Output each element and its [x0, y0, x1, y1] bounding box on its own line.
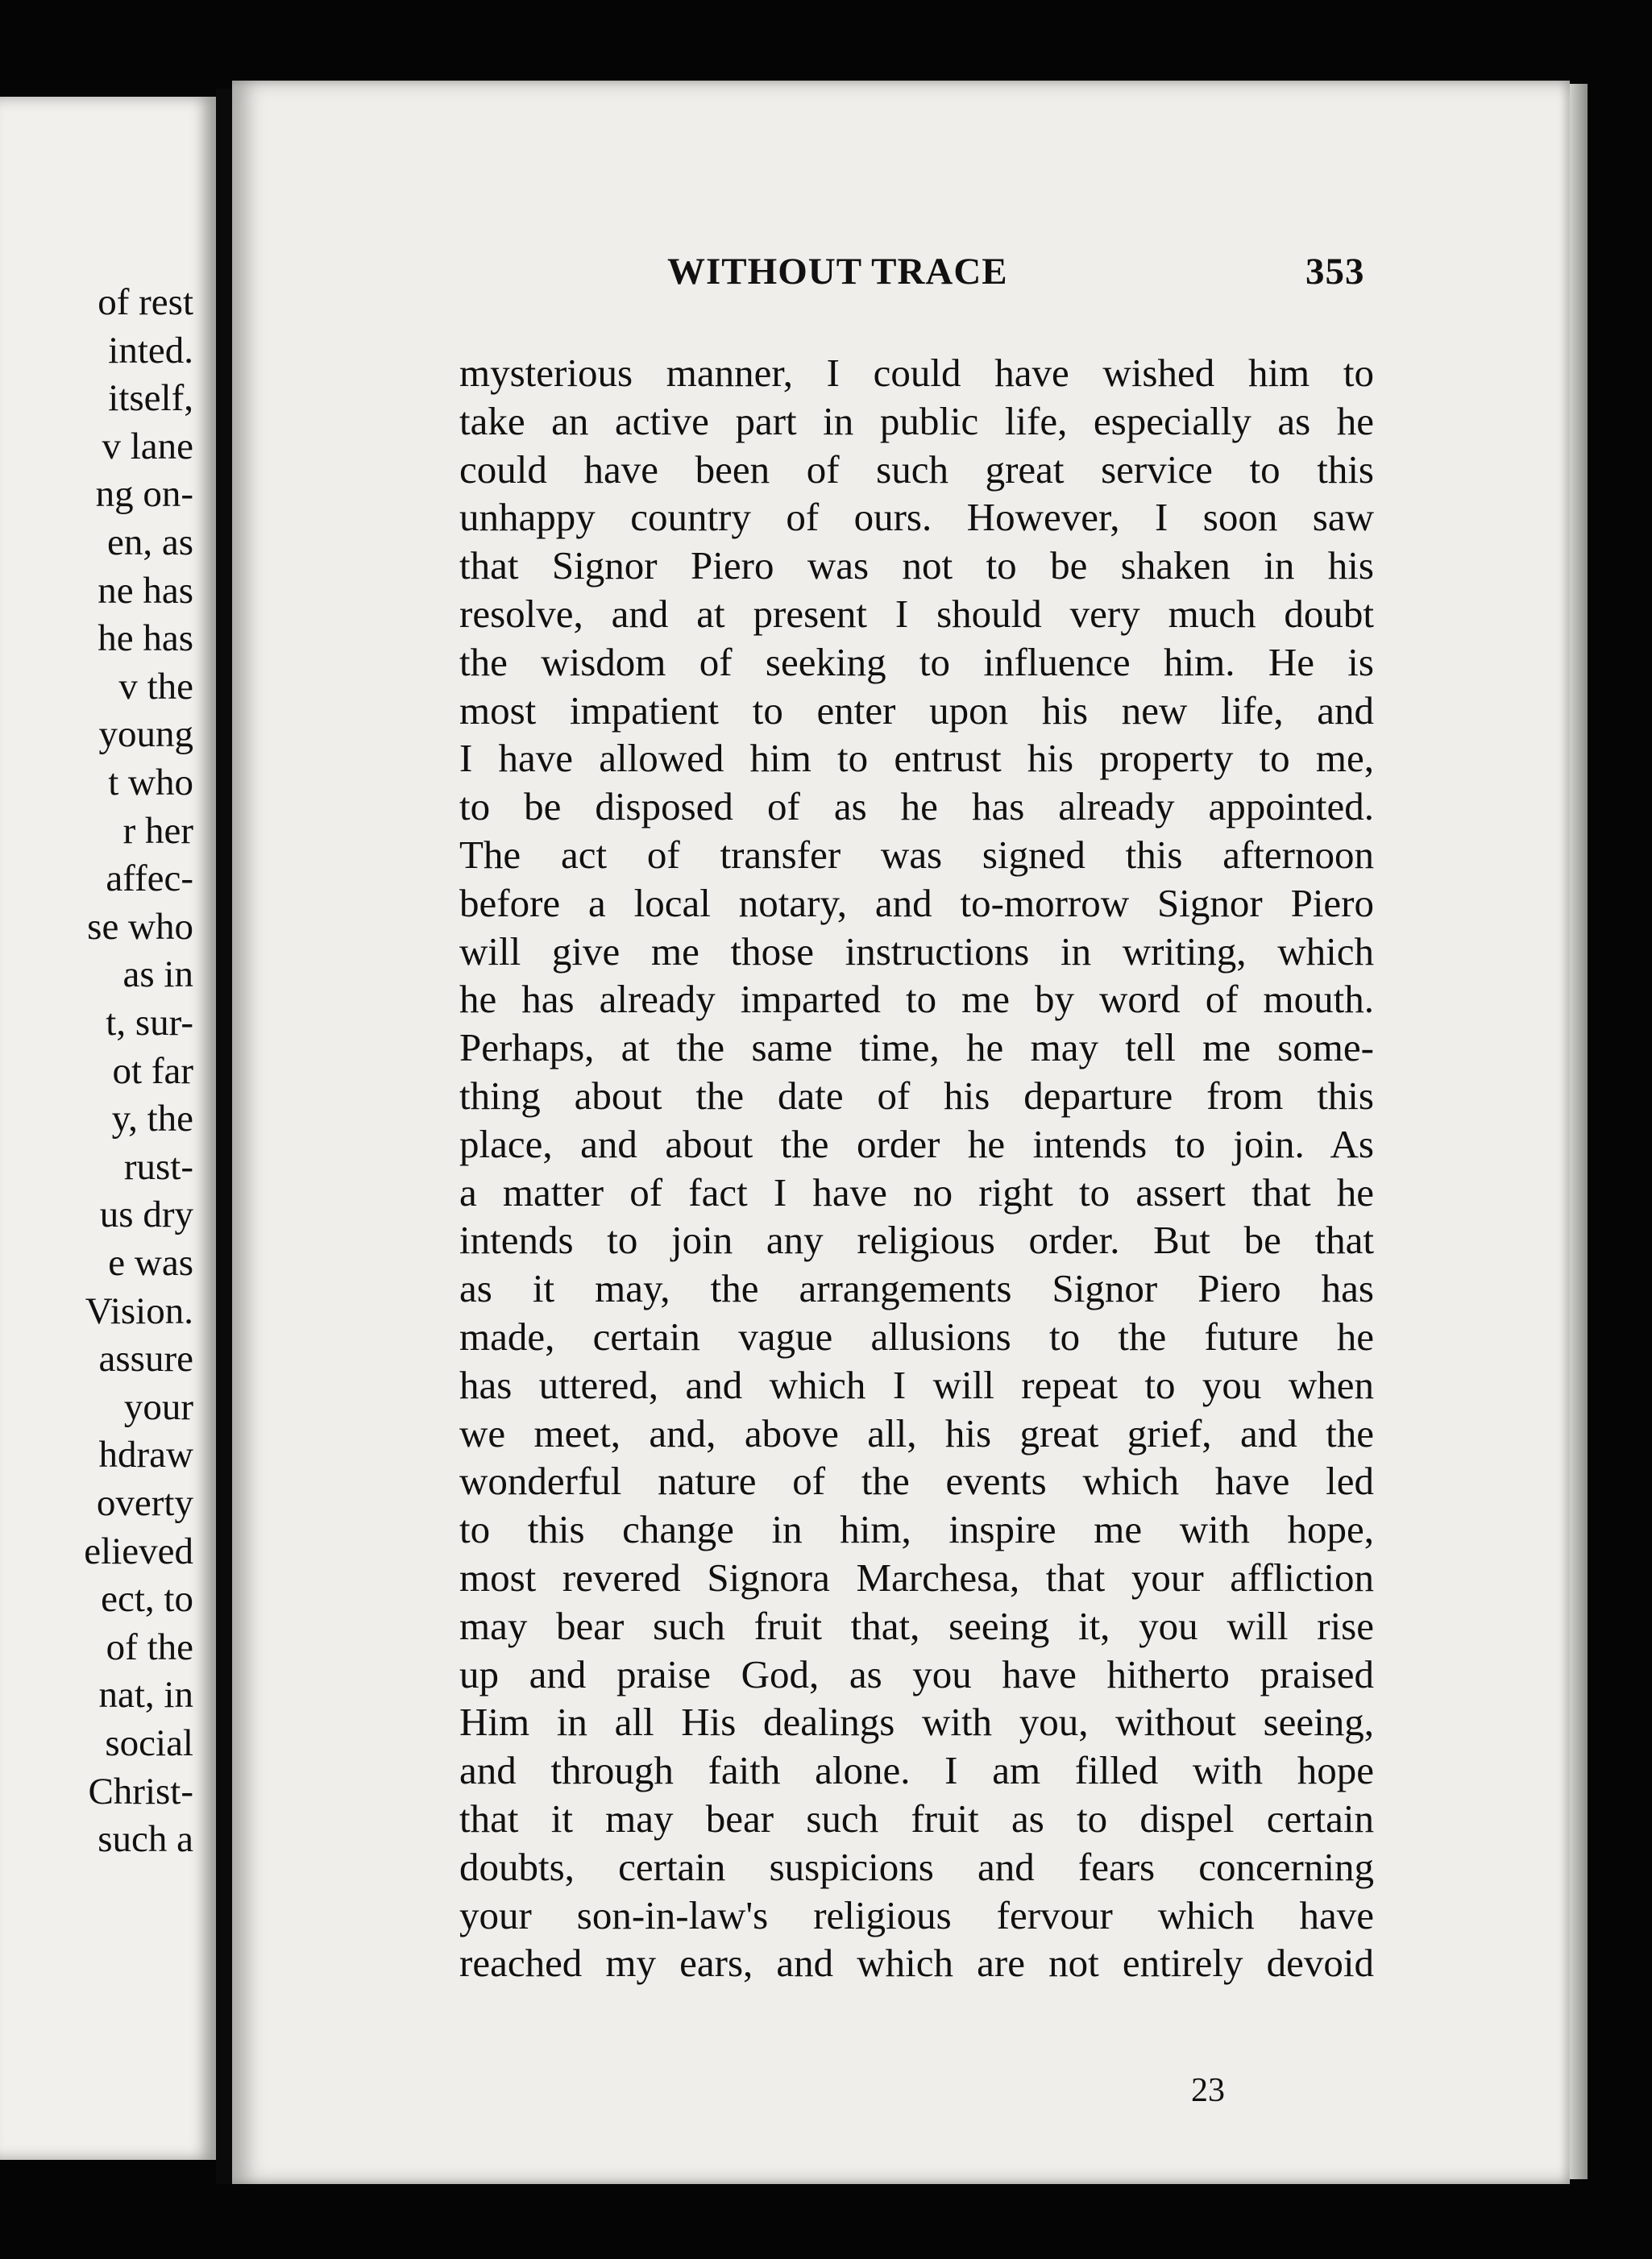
body-text-line: as it may, the arrangements Signor Piero has [459, 1266, 1374, 1311]
left-page-fragment [0, 97, 218, 2160]
left-page-line: rust- [123, 1145, 193, 1188]
body-text-line: the wisdom of seeking to influence him. He is [459, 639, 1374, 684]
left-page-line: of the [106, 1626, 193, 1668]
body-text-line: a matter of fact I have no right to assert that he [459, 1169, 1374, 1215]
left-page-line: inted. [108, 329, 193, 372]
left-page-line: ect, to [101, 1578, 193, 1621]
left-page-line: young [98, 713, 193, 756]
page-number: 353 [1305, 251, 1365, 293]
left-page-line: v the [118, 665, 193, 708]
left-page-line: your [123, 1385, 193, 1428]
left-page-line: v lane [102, 425, 193, 467]
body-text-line: to be disposed of as he has already appointed. [459, 784, 1374, 829]
left-page-line: such a [98, 1818, 193, 1861]
left-page-line: y, the [111, 1098, 193, 1140]
left-page-line: social [105, 1722, 193, 1764]
left-page-line: overty [96, 1482, 193, 1524]
body-text-line: wonderful nature of the events which have led [459, 1459, 1374, 1504]
left-page-line: as in [122, 953, 193, 996]
left-page-line: elieved [84, 1530, 193, 1572]
left-page-line: r her [122, 809, 193, 852]
body-text-line: The act of transfer was signed this afternoon [459, 832, 1374, 877]
body-text-line: mysterious manner, I could have wished him to [459, 351, 1374, 395]
left-page-line: se who [87, 905, 193, 948]
body-text-line: doubts, certain suspicions and fears concerning [459, 1844, 1374, 1889]
left-page-line: Vision. [85, 1289, 193, 1332]
left-page-line: e was [108, 1242, 193, 1284]
body-text-line: we meet, and, above all, his great grief, and the [459, 1410, 1374, 1455]
left-page-line: Christ- [88, 1770, 193, 1813]
body-text-line: has uttered, and which I will repeat to you when [459, 1362, 1374, 1407]
body-text-line: Him in all His dealings with you, without seeing, [459, 1700, 1374, 1745]
left-page-line: affec- [106, 858, 193, 900]
left-page-line: ot far [112, 1049, 193, 1092]
body-text-line: that it may bear such fruit as to dispel certain [459, 1796, 1374, 1841]
body-text-line: that Signor Piero was not to be shaken in his [459, 543, 1374, 588]
left-page-line: he has [98, 617, 193, 660]
body-text-line: made, certain vague allusions to the future he [459, 1314, 1374, 1359]
body-text-line: Perhaps, at the same time, he may tell me some- [459, 1025, 1374, 1070]
body-text-line: take an active part in public life, especially as he [459, 398, 1374, 443]
body-text-line: I have allowed him to entrust his property to me, [459, 736, 1374, 781]
page-edge [1570, 84, 1588, 2179]
left-page-line: t who [108, 762, 193, 804]
body-text-line: up and praise God, as you have hitherto praised [459, 1651, 1374, 1696]
body-text-line: will give me those instructions in writing, which [459, 928, 1374, 974]
body-text [459, 349, 1374, 1987]
body-text-line: intends to join any religious order. But be that [459, 1218, 1374, 1263]
body-text-line: most revered Signora Marchesa, that your affliction [459, 1555, 1374, 1600]
book-gutter [216, 89, 232, 2184]
left-page-line: ng on- [95, 473, 193, 516]
left-page-line: hdraw [98, 1434, 193, 1476]
left-page-line: of rest [98, 281, 193, 323]
left-page-line: t, sur- [106, 1002, 193, 1044]
body-text-line: to this change in him, inspire me with hope, [459, 1507, 1374, 1552]
left-page-line: assure [98, 1338, 193, 1381]
signature-mark: 23 [1191, 2072, 1225, 2109]
running-head-title: WITHOUT TRACE [667, 251, 1008, 293]
left-page-line: ne has [98, 569, 193, 612]
body-text-line: before a local notary, and to-morrow Signor Piero [459, 880, 1374, 925]
body-text-line: could have been of such great service to this [459, 446, 1374, 492]
body-text-line: reached my ears, and which are not entirely devoid [459, 1941, 1374, 1986]
body-text-line: your son-in-law's religious fervour which have [459, 1892, 1374, 1937]
left-page-line: us dry [99, 1194, 193, 1236]
body-text-line: thing about the date of his departure from this [459, 1073, 1374, 1118]
left-page-line: en, as [106, 521, 193, 563]
body-text-line: may bear such fruit that, seeing it, you will rise [459, 1603, 1374, 1648]
body-text-line: place, and about the order he intends to join. As [459, 1121, 1374, 1166]
right-page [232, 81, 1570, 2184]
body-text-line: most impatient to enter upon his new life, and [459, 687, 1374, 733]
left-page-line: nat, in [98, 1674, 193, 1717]
body-text-line: resolve, and at present I should very much doubt [459, 591, 1374, 636]
body-text-line: unhappy country of ours. However, I soon saw [459, 495, 1374, 540]
left-page-line: itself, [108, 377, 193, 420]
body-text-line: he has already imparted to me by word of mouth. [459, 977, 1374, 1022]
body-text-line: and through faith alone. I am filled with hope [459, 1748, 1374, 1793]
